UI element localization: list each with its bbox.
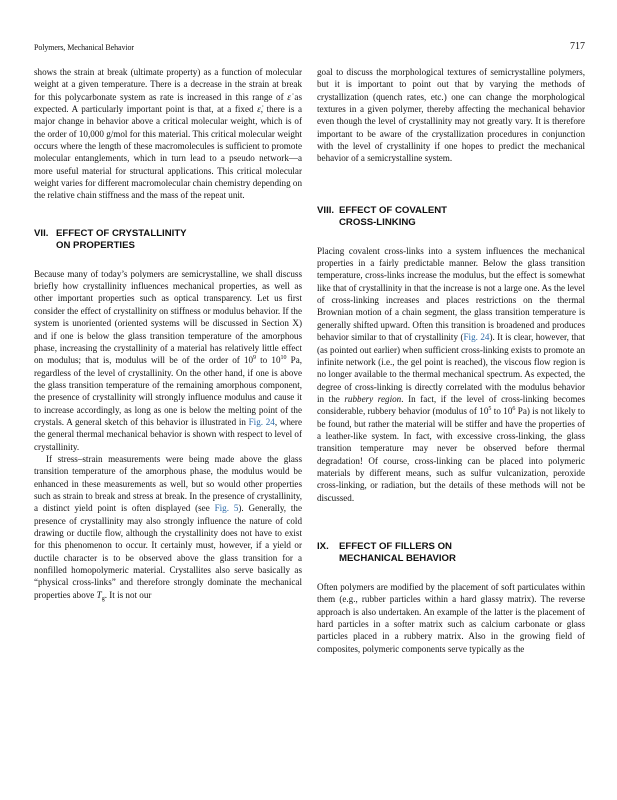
running-head: Polymers, Mechanical Behavior (34, 43, 134, 52)
page-number: 717 (570, 41, 585, 52)
paragraph-fillers: Often polymers are modified by the placement of soft particulates within them (e.g., rubber particles within a hard glassy matrix). The reverse approach is also undertaken. An example of the latter is the placement of hard particles in a softer matrix such as calcium carbonate or glass particles placed in a rubbery matrix. Also in the growing field of composites, polymeric components serve typically as the (317, 581, 585, 654)
section-heading-fillers: IX. EFFECT OF FILLERS ON MECHANICAL BEHAVIOR (317, 540, 456, 564)
figure-link-fig5[interactable]: Fig. 5 (214, 503, 239, 514)
paragraph-cross-linking: Placing covalent cross-links into a system influences the mechanical properties in a fairly predictable manner. Below the glass transition temperature, cross-links increase the modulus, but the effect is somewhat like that of crystallinity in that the increase is not a large one. As the level of cross-linking increases and places restrictions on the thermal Brownian motion of a chain segment, the glass transition temperature is generally shifted upward. Often this transition is broadened and produces behavior similar to that of crystallinity (Fig. 24). It is clear, however, that (as pointed out earlier) when sufficient cross-linking exists to promote an infinite network (i.e., the gel point is reached), the viscous flow region is no longer available to the thermal mechanical spectrum. As expected, the degree of cross-linking is directly correlated with the modulus behavior in the rubbery region. In fact, if the level of cross-linking becomes considerable, rubbery behavior (modulus of $10^5$ to $10^6$ Pa) is not likely to be found, but rather the material will be stiffer and have the properties of a leather-like system. In fact, with excessive cross-linking, the glass transition temperature may never be observed before thermal degradation! Of course, cross-linking can be placed into polymeric materials by different means, such as sulfur vulcanization, peroxide cross-linking, or radiation, but the details of these methods will not be discussed. (317, 245, 585, 503)
paragraph-crystallinity-2: If stress–strain measurements were being made above the glass transition temperature of the amorphous phase, the modulus would be enhanced in these measurements as well, but so would other properties such as strain to break and stress at break. In the presence of crystallinity, a distinct yield point is often displayed (see Fig. 5). Generally, the presence of crystallinity may also strongly influence the nature of cold drawing or ductile flow, although the crystallinity does not have to exist for this phenomenon to occur. It certainly must, however, if a yield or ductile character is to be observed above the glass transition for a nonfilled homopolymeric material. Crystallites also serve basically as “physical cross-links” and therefore strongly dominate the mechanical properties above $T_g$. It is not our (34, 453, 302, 602)
paragraph-continued: goal to discuss the morphological textures of semicrystalline polymers, but it is important to point out that by varying the methods of crystallization (quench rates, etc.) one can change the morphological textures in a given polymer, thereby affecting the mechanical behavior even though the level of crystallinity may not greatly vary. It is therefore important to be aware of the crystallization procedures in conjunction with the level of crystallinity if one hopes to predict the mechanical behavior of a semicrystalline system. (317, 67, 585, 164)
section-heading-crystallinity: VII. EFFECT OF CRYSTALLINITY ON PROPERTIES (34, 227, 187, 251)
paragraph-crystallinity-1: Because many of today’s polymers are semicrystalline, we shall discuss briefly how crystallinity influences mechanical properties, as well as other important properties such as optical transparency. Let us first consider the effect of crystallinity on stiffness or modulus behavior. If the system is unoriented (oriented systems will be discussed in Section X) and if one is below the glass transition temperature of the amorphous phase, increasing the crystallinity of a material has relatively little effect on modulus; that is, modulus will be of the order of $10^9$ to $10^{10}$ Pa, regardless of the level of crystallinity. On the other hand, if one is above the glass transition temperature of the remaining amorphous component, the presence of crystallinity will strongly influence modulus and cause it to increase accordingly, as long as one is below the melting point of the crystals. A general sketch of this behavior is illustrated in Fig. 24, where the general thermal mechanical behavior is shown with respect to level of crystallinity. (34, 268, 303, 452)
figure-link-fig24[interactable]: Fig. 24 (463, 332, 490, 343)
left-column (34, 66, 302, 601)
right-column (317, 66, 585, 655)
paragraph-intro: shows the strain at break (ultimate property) as a function of molecular weight at a given temperature. There is a decrease in the strain at break for this polycarbonate system as rate is increased in this range of ε̇ as expected. A particularly important point is that, at a fixed ε̇, there is a major change in behavior above a critical molecular weight, which is of the order of 10,000 g/mol for this material. This critical molecular weight occurs where the length of these macromolecules is sufficient to promote molecular entanglements, which in turn lead to a pseudo network—a more useful material for structural applications. This critical molecular weight varies for different macromolecular chain chemistry depending on the relative chain stiffness and the mass of the repeat unit. (34, 67, 302, 201)
figure-link-fig24[interactable]: Fig. 24 (248, 416, 275, 427)
section-heading-cross-linking: VIII. EFFECT OF COVALENT CROSS-LINKING (317, 204, 448, 228)
